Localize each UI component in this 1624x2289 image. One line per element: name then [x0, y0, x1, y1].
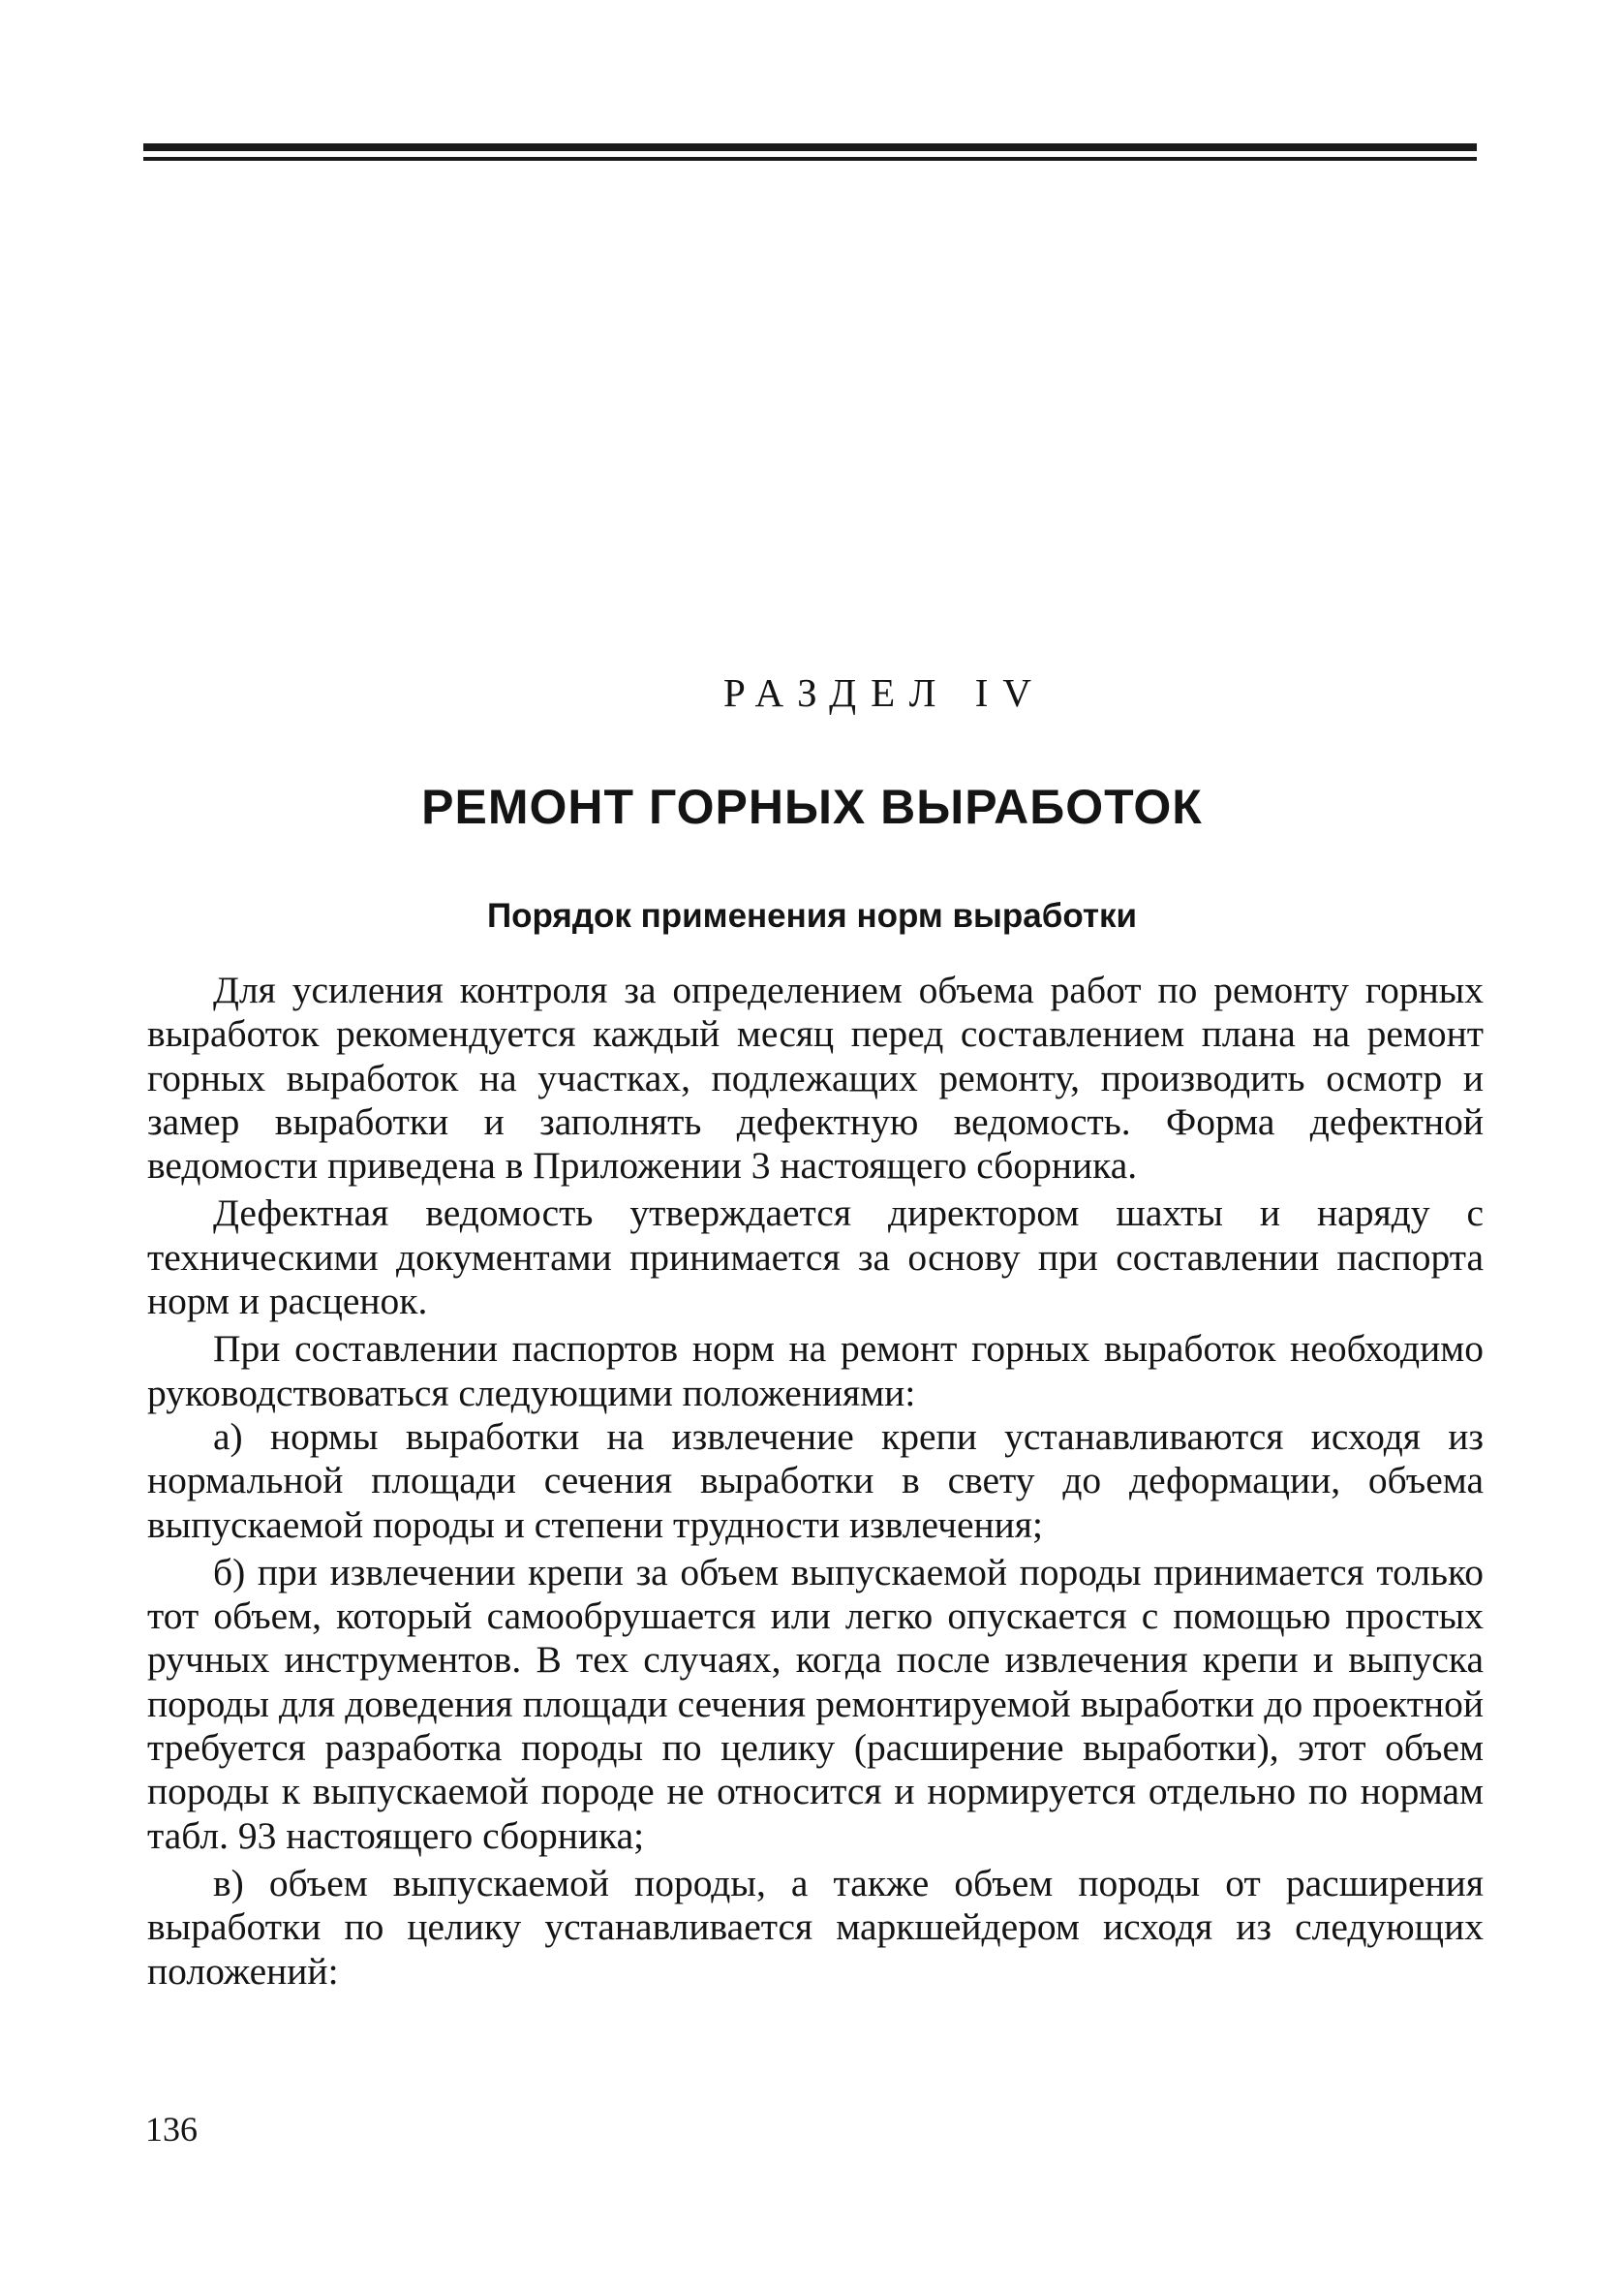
paragraph-defect-statement: Дефектная ведомость утверждается директором шахты и наряду с техническими документами принимается за основу при составлении паспорта норм и расценок. — [147, 1191, 1484, 1323]
section-label: РАЗДЕЛ IV — [723, 670, 1046, 715]
body-text — [147, 969, 1484, 1994]
page-number: 136 — [145, 2110, 198, 2149]
section-title: РЕМОНТ ГОРНЫХ ВЫРАБОТОК — [421, 780, 1203, 834]
list-item-c: в) объем выпускаемой породы, а также объем породы от расширения выработки по целику устанавливается маркшейдером исходя из следующих положений: — [147, 1861, 1484, 1993]
paragraph-passport-rules: При составлении паспортов норм на ремонт горных выработок необходимо руководствоваться следующими положениями: — [147, 1327, 1484, 1414]
list-item-b: б) при извлечении крепи за объем выпускаемой породы принимается только тот объем, который самообрушается или легко опускается с помощью простых ручных инструментов. В тех случаях, когда после извлечения крепи и выпуска породы для доведения площади сечения ремонтируемой выработки до проектной требуется разработка породы по целику (расширение выработки), этот объем породы к выпускаемой породе не относится и нормируется отдельно по нормам табл. 93 настоящего сборника; — [147, 1550, 1484, 1857]
list-item-a: а) нормы выработки на извлечение крепи устанавливаются исходя из нормальной площади сечения выработки в свету до деформации, объема выпускаемой породы и степени трудности извлечения; — [147, 1414, 1484, 1546]
subsection-title: Порядок применения норм выработки — [486, 897, 1138, 935]
header-rule-thick — [143, 143, 1477, 151]
paragraph-inspection: Для усиления контроля за определением объема работ по ремонту горных выработок рекомендуется каждый месяц перед составлением плана на ремонт горных выработок на участках, подлежащих ремонту, производить осмотр и замер выработки и заполнять дефектную ведомость. Форма дефектной ведомости приведена в Приложении 3 настоящего сборника. — [147, 969, 1484, 1188]
header-rule-thin — [143, 157, 1477, 161]
